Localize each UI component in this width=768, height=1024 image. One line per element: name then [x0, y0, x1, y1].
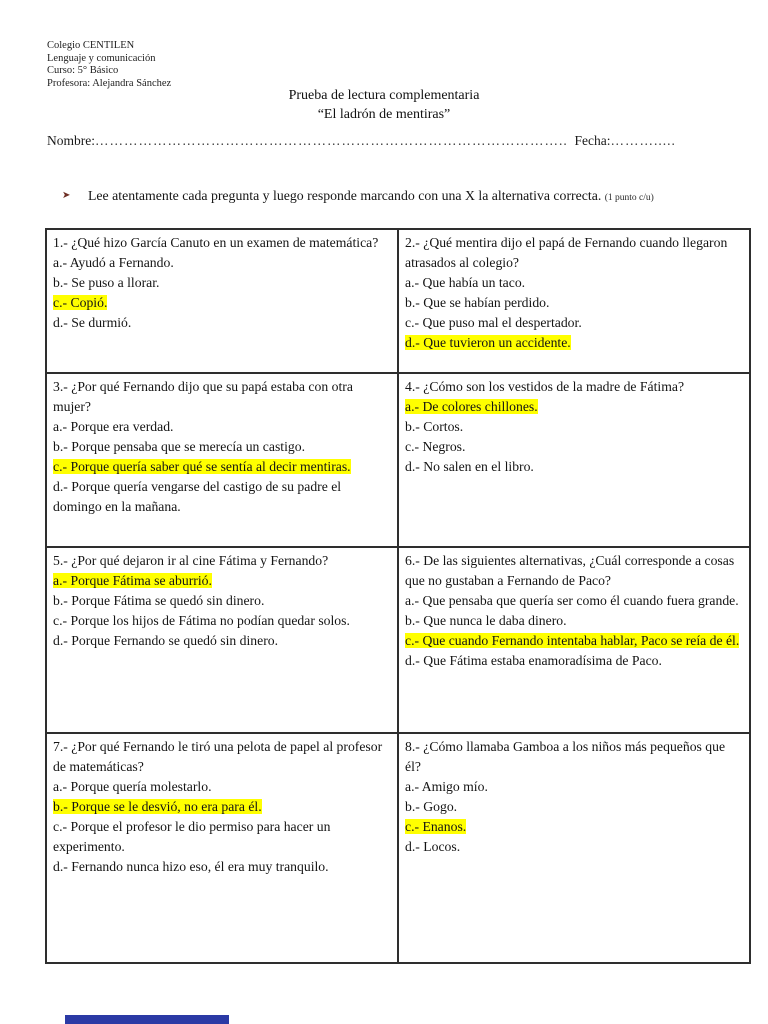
- answer-option: d.- Porque Fernando se quedó sin dinero.: [53, 633, 279, 648]
- table-row: [46, 373, 750, 547]
- book-title: “El ladrón de mentiras”: [317, 107, 451, 122]
- answer-option: b.- Porque pensaba que se merecía un castigo.: [53, 439, 305, 454]
- arrow-bullet-icon: ➤: [62, 190, 71, 201]
- answer-option: b.- Se puso a llorar.: [53, 275, 160, 290]
- name-date-line: [47, 133, 727, 149]
- table-row: [46, 547, 750, 733]
- question-text: 5.- ¿Por qué dejaron ir al cine Fátima y Fernando?: [53, 553, 329, 568]
- name-dotted-line: ……………………………………………………………………………………..: [95, 133, 568, 148]
- question-text: 4.- ¿Cómo son los vestidos de la madre de Fátima?: [405, 379, 685, 394]
- answer-option: b.- Porque Fátima se quedó sin dinero.: [53, 593, 265, 608]
- question-text: 7.- ¿Por qué Fernando le tiró una pelota de papel al profesor de matemáticas?: [53, 739, 383, 774]
- name-label: Nombre:: [47, 133, 95, 148]
- instruction-text: Lee atentamente cada pregunta y luego responde marcando con una X la alternativa correcta. (1 punto c/u): [88, 188, 654, 203]
- points-note: (1 punto c/u): [604, 193, 654, 203]
- answer-option: c.- Porque el profesor le dio permiso para hacer un experimento.: [53, 819, 331, 854]
- school-name: Colegio CENTILEN: [47, 40, 135, 51]
- question-cell-4: [398, 373, 750, 547]
- answer-option: d.- Se durmió.: [53, 315, 132, 330]
- subject-line: Lenguaje y comunicación: [47, 52, 156, 64]
- answer-option: a.- Amigo mío.: [405, 779, 488, 794]
- question-cell-1: [46, 229, 398, 373]
- instruction-block: [62, 186, 714, 208]
- answer-option: a.- Porque Fátima se aburrió.: [53, 573, 212, 588]
- question-cell-2: [398, 229, 750, 373]
- teacher-line: Profesora: Alejandra Sánchez: [47, 77, 172, 89]
- date-label: Fecha:: [574, 133, 611, 148]
- test-title: Prueba de lectura complementaria: [288, 88, 480, 103]
- answer-option: c.- Enanos.: [405, 819, 467, 834]
- question-cell-5: [46, 547, 398, 733]
- question-cell-3: [46, 373, 398, 547]
- answer-option: d.- Que Fátima estaba enamoradísima de Paco.: [405, 653, 662, 668]
- table-row: [46, 229, 750, 373]
- answer-option: c.- Porque quería saber qué se sentía al decir mentiras.: [53, 459, 351, 474]
- answer-option: a.- Que había un taco.: [405, 275, 526, 290]
- course-line: Curso: 5° Básico: [47, 65, 119, 76]
- footer-blue-bar: [65, 1015, 229, 1024]
- question-cell-6: [398, 547, 750, 733]
- answer-option: d.- Fernando nunca hizo eso, él era muy tranquilo.: [53, 859, 329, 874]
- answer-option: d.- No salen en el libro.: [405, 459, 534, 474]
- answer-option: c.- Porque los hijos de Fátima no podían quedar solos.: [53, 613, 350, 628]
- answer-option: b.- Que se habían perdido.: [405, 295, 550, 310]
- answer-option: c.- Copió.: [53, 295, 108, 310]
- answer-option: c.- Que puso mal el despertador.: [405, 315, 582, 330]
- answer-option: a.- Que pensaba que quería ser como él cuando fuera grande.: [405, 593, 739, 608]
- question-table: [45, 228, 751, 964]
- answer-option: a.- De colores chillones.: [405, 399, 538, 414]
- question-cell-8: [398, 733, 750, 963]
- school-header: [47, 40, 171, 90]
- question-text: 2.- ¿Qué mentira dijo el papá de Fernando cuando llegaron atrasados al colegio?: [405, 235, 728, 270]
- answer-option: a.- Porque quería molestarlo.: [53, 779, 212, 794]
- question-text: 3.- ¿Por qué Fernando dijo que su papá estaba con otra mujer?: [53, 379, 353, 414]
- question-text: 8.- ¿Cómo llamaba Gamboa a los niños más pequeños que él?: [405, 739, 726, 774]
- answer-option: c.- Negros.: [405, 439, 466, 454]
- question-text: 1.- ¿Qué hizo García Canuto en un examen de matemática?: [53, 235, 379, 250]
- answer-option: a.- Porque era verdad.: [53, 419, 174, 434]
- answer-option: b.- Que nunca le daba dinero.: [405, 613, 567, 628]
- question-cell-7: [46, 733, 398, 963]
- answer-option: a.- Ayudó a Fernando.: [53, 255, 174, 270]
- answer-option: d.- Porque quería vengarse del castigo de su padre el domingo en la mañana.: [53, 479, 342, 514]
- table-row: [46, 733, 750, 963]
- answer-option: b.- Cortos.: [405, 419, 464, 434]
- answer-option: d.- Locos.: [405, 839, 461, 854]
- answer-option: c.- Que cuando Fernando intentaba hablar, Paco se reía de él.: [405, 633, 740, 648]
- date-dotted-line: ……….....: [610, 133, 676, 148]
- answer-option: d.- Que tuvieron un accidente.: [405, 335, 571, 350]
- answer-option: b.- Porque se le desvió, no era para él.: [53, 799, 262, 814]
- question-text: 6.- De las siguientes alternativas, ¿Cuál corresponde a cosas que no gustaban a Fernando de Paco?: [405, 553, 735, 588]
- page-title: [0, 86, 768, 124]
- answer-option: b.- Gogo.: [405, 799, 458, 814]
